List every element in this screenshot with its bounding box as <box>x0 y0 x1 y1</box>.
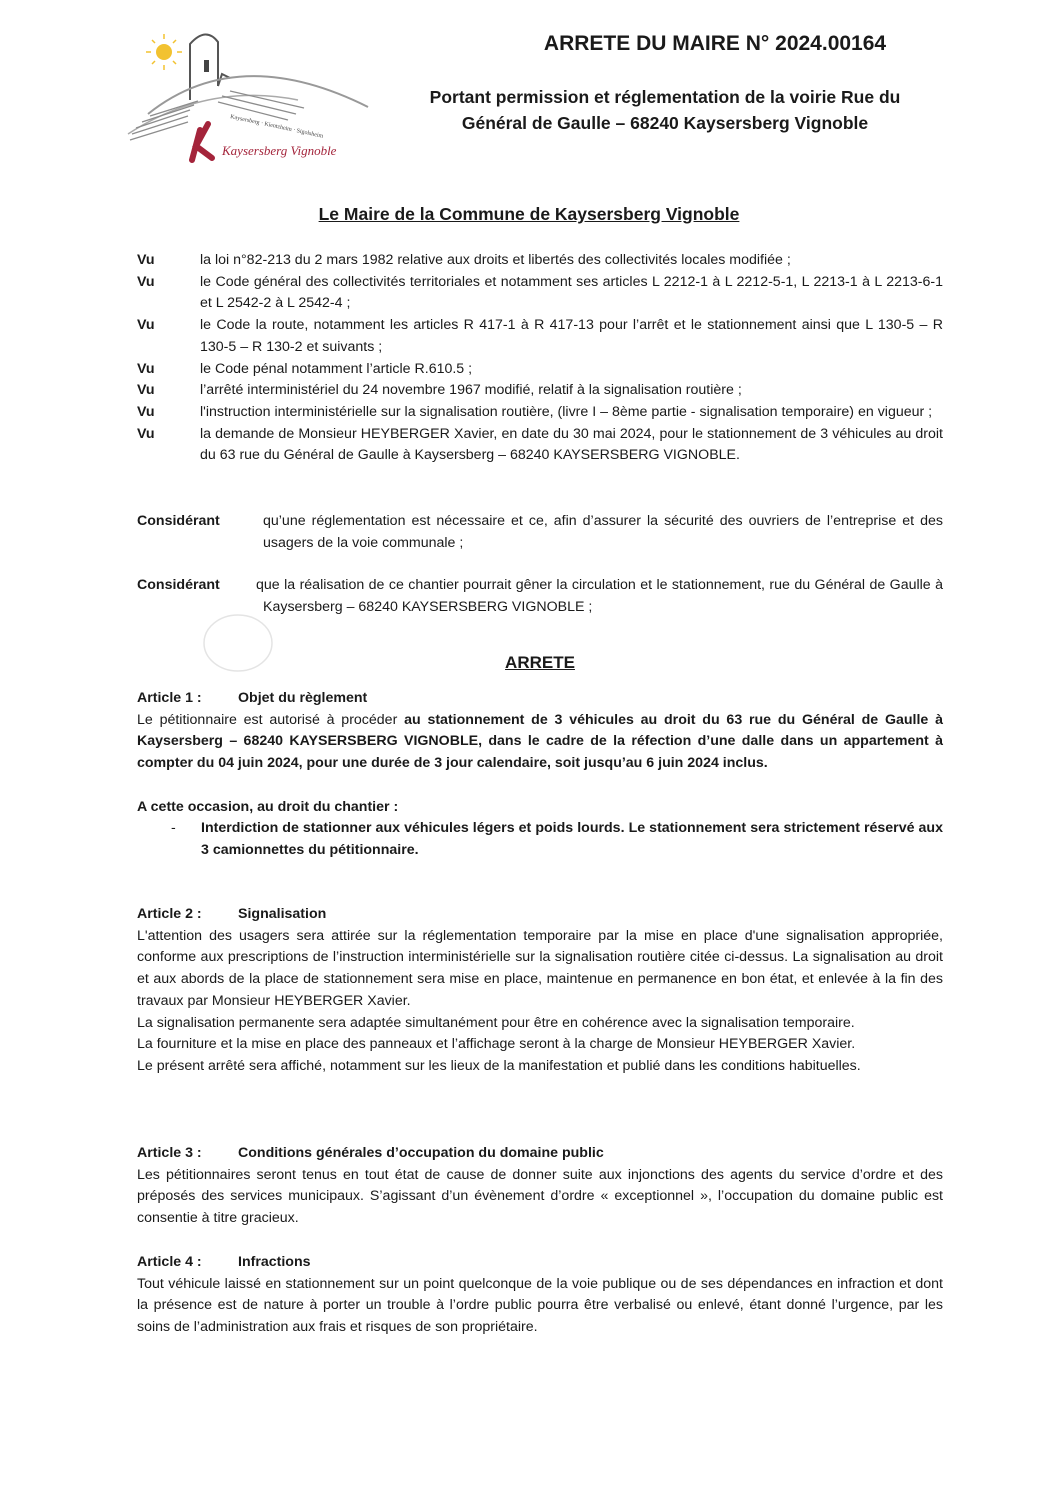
mayor-heading: Le Maire de la Commune de Kaysersberg Vignoble <box>318 204 740 224</box>
decree-subtitle: Portant permission et réglementation de la voirie Rue du Général de Gaulle – 68240 Kaysersberg Vignoble <box>429 87 901 133</box>
article-4-header: Article 4 : Infractions <box>137 1254 311 1270</box>
article-3-header: Article 3 : Conditions générales d’occupation du domaine public <box>137 1145 604 1161</box>
vu-item: Vu la demande de Monsieur HEYBERGER Xavier, en date du 30 mai 2024, pour le stationnement de 3 véhicules au droit du 63 rue du Général de Gaulle à Kaysersberg – 68240 KAYSERSBERG VIGNOBLE. <box>137 425 943 464</box>
svg-text:Kaysersberg Vignoble: Kaysersberg Vignoble <box>222 143 337 158</box>
article-1: Article 1 : Objet du règlement Le pétitionnaire est autorisé à procéder au stationnement de 3 véhicules au droit du 63 rue du Général de Gaulle à Kaysersberg – 68240 KAYSERSBERG VIGNOBLE, dans le cadre de la réfection d’une dalle dans un appartement à compter du 04 juin 2024, pour une durée de 3 jour calendaire, soit jusqu’au 6 juin 2024 inclus. A cette occasion, au droit du chantier : - Interdiction de stationner aux véhicules légers et poids lourds. Le stationnement sera strictement réservé aux 3 camionnettes du pétitionnaire. <box>137 688 943 862</box>
arrete-title: ARRETE <box>505 653 575 672</box>
svg-text:Kaysersberg · Kientzheim · Sig: Kaysersberg · Kientzheim · Sigolsheim <box>229 114 324 140</box>
decree-title: ARRETE DU MAIRE N° 2024.00164 <box>543 32 887 55</box>
article-1-bullet: - Interdiction de stationner aux véhicules légers et poids lourds. Le stationnement sera strictement réservé aux 3 camionnettes du pétitionnaire. <box>171 820 943 858</box>
vu-item: Vu le Code pénal notamment l’article R.610.5 ; <box>137 360 473 377</box>
article-2-header: Article 2 : Signalisation <box>137 906 327 922</box>
article-4: Article 4 : Infractions Tout véhicule laissé en stationnement sur un point quelconque de la voie publique ou de ses dépendances en infraction et dont la présence est de nature à porter un trouble à l’ordre public pourra être verbalisé ou enlevé, étant donné l’urgence, par les soins de l’administration aux frais et risques de son propriétaire. <box>137 1254 943 1336</box>
vu-item: Vu l'instruction interministérielle sur la signalisation routière, (livre I – 8ème partie - signalisation temporaire) en vigueur ; <box>137 403 933 420</box>
kaysersberg-vignoble-logo <box>118 22 370 170</box>
vu-item: Vu la loi n°82-213 du 2 mars 1982 relative aux droits et libertés des collectivités locales modifiée ; <box>137 252 791 268</box>
article-3: Article 3 : Conditions générales d’occupation du domaine public Les pétitionnaires seront tenus en tout état de cause de donner suite aux injonctions des agents du service d’ordre et des préposés des services municipaux. S’agissant d’un évènement d’ordre « exceptionnel », l’occupation du domaine public est consentie à titre gracieux. <box>137 1145 943 1227</box>
vu-list <box>137 250 943 467</box>
considerant-item: Considérant qu’une réglementation est nécessaire et ce, afin d’assurer la sécurité des ouvriers de l’entreprise et des usagers de la voie communale ; <box>137 513 943 551</box>
vu-item: Vu le Code général des collectivités territoriales et notamment ses articles L 2212-1 à L 2212-5-1, L 2213-1 à L 2213-6-1 et L 2542-2 à L 2542-4 ; <box>137 273 943 312</box>
considerant-item: Considérant que la réalisation de ce chantier pourrait gêner la circulation et le stationnement, rue du Général de Gaulle à Kaysersberg – 68240 KAYSERSBERG VIGNOBLE ; <box>137 577 943 615</box>
article-1-text: Le pétitionnaire est autorisé à procéder au stationnement de 3 véhicules au droit du 63 rue du Général de Gaulle à Kaysersberg – 68240 KAYSERSBERG VIGNOBLE, dans le cadre de la réfection d’une dalle dans un appartement à compter du 04 juin 2024, pour une durée de 3 jour calendaire, soit jusqu’au 6 juin 2024 inclus. <box>137 711 943 772</box>
sun-icon <box>156 44 172 60</box>
vu-item: Vu le Code la route, notamment les articles R 417-1 à R 417-13 pour l’arrêt et le stationnement ainsi que L 130-5 – R 130-5 – R 130-2 et suivants ; <box>137 317 943 355</box>
vu-item: Vu l’arrêté interministériel du 24 novembre 1967 modifié, relatif à la signalisation routière ; <box>137 382 742 399</box>
article-1-header: Article 1 : Objet du règlement <box>137 690 368 706</box>
article-2: Article 2 : Signalisation L'attention des usagers sera attirée sur la réglementation temporaire par la mise en place d'une signalisation appropriée, conforme aux prescriptions de l’instruction interministérielle sur la signalisation routière citée ci-dessus. La signalisation au droit et aux abords de la place de stationnement sera mise en place, maintenue en permanence en bon état, et enlevée à la fin des travaux par Monsieur HEYBERGER Xavier. La signalisation permanente sera adaptée simultanément pour être en cohérence avec la signalisation temporaire. La fourniture et la mise en place des panneaux et l’affichage seront à la charge de Monsieur HEYBERGER Xavier. Le présent arrêté sera affiché, notamment sur les lieux de la manifestation et publié dans les conditions habituelles. <box>137 906 943 1074</box>
